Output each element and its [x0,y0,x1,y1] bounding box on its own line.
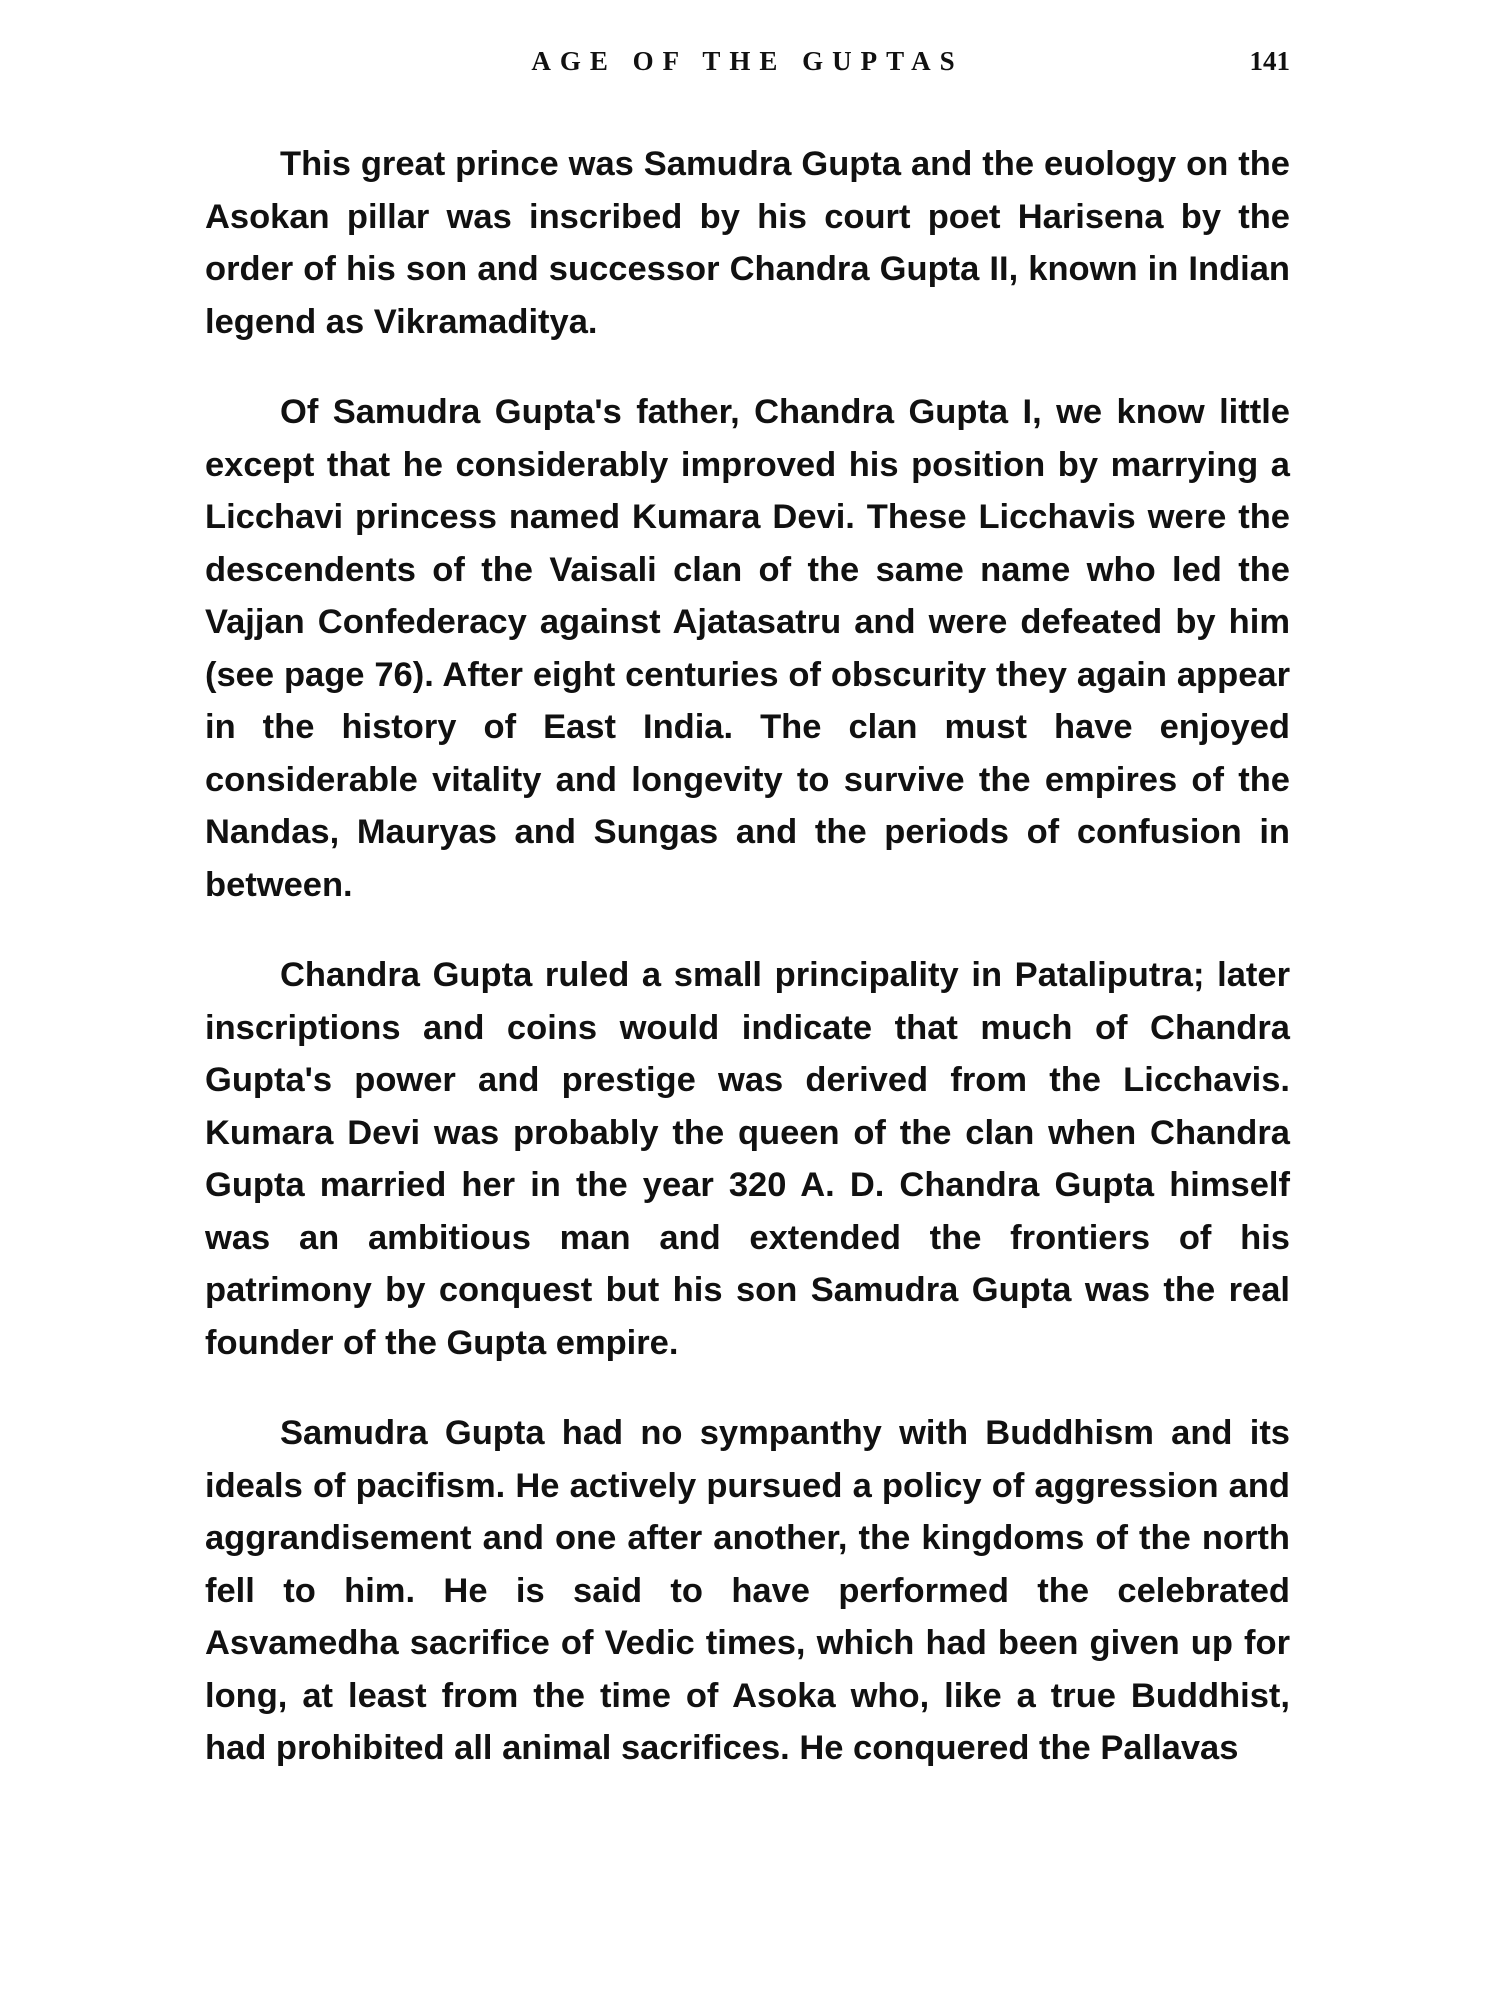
paragraph-samudra-gupta-eulogy: This great prince was Samudra Gupta and the euology on the Asokan pillar was inscribed by his court poet Harisena by the order of his son and successor Chandra Gupta II, known in Indian legend as Vikramaditya. [205,145,1290,341]
paragraph-pataliputra: Chandra Gupta ruled a small principality in Pataliputra; later inscriptions and coins would indicate that much of Chandra Gupta's power and prestige was derived from the Licchavis. Kumara Devi was probably the queen of the clan when Chandra Gupta married her in the year 320 A. D. Chandra Gupta himself was an ambitious man and extended the frontiers of his patrimony by conquest but his son Samudra Gupta was the real founder of the Gupta empire. [205,956,1290,1362]
running-head [205,46,1290,86]
running-title: AGE OF THE GUPTAS [531,46,964,76]
page-number: 141 [1249,46,1290,76]
paragraph-chandra-gupta-i: Of Samudra Gupta's father, Chandra Gupta I, we know little except that he considerably improved his position by marrying a Licchavi princess named Kumara Devi. These Licchavis were the descendents of the Vaisali clan of the same name who led the Vajjan Confederacy against Ajatasatru and were defeated by him (see page 76). After eight centuries of obscurity they again appear in the history of East India. The clan must have enjoyed considerable vitality and longevity to survive the empires of the Nandas, Mauryas and Sungas and the periods of confusion in between. [205,393,1290,904]
paragraph-samudra-gupta-conquests: Samudra Gupta had no sympanthy with Buddhism and its ideals of pacifism. He actively pursued a policy of aggression and aggrandisement and one after another, the kingdoms of the north fell to him. He is said to have performed the celebrated Asvamedha sacrifice of Vedic times, which had been given up for long, at least from the time of Asoka who, like a true Buddhist, had prohibited all animal sacrifices. He conquered the Pallavas [205,1414,1290,1767]
body-text [205,138,1290,1813]
